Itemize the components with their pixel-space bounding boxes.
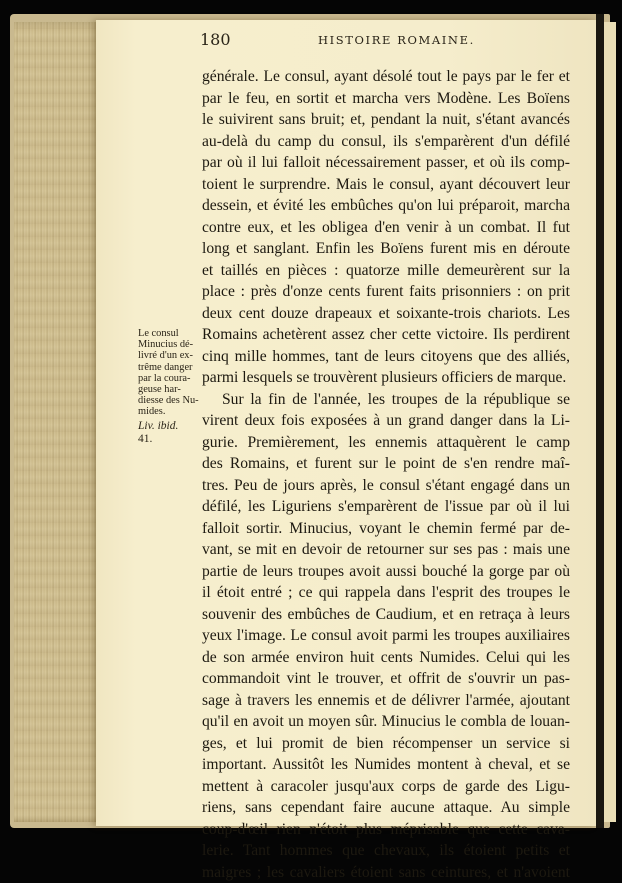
text-line: des Romains, et furent sur le point de s'en rendre maî-: [202, 453, 570, 475]
running-head: [200, 30, 580, 56]
margin-note-line: mides.: [138, 406, 208, 417]
text-line: défilé, les Liguriens s'emparèrent de l'issue par où il lui: [202, 496, 570, 518]
text-line: lerie. Tant hommes que chevaux, ils étoient petits et: [202, 840, 570, 862]
text-line: mettent à caracoler jusqu'aux corps de garde des Ligu-: [202, 776, 570, 798]
body-text: [202, 66, 570, 883]
text-line: place : près d'onze cents furent faits prisonniers : on prit: [202, 281, 570, 303]
running-title: HISTOIRE ROMAINE.: [318, 33, 475, 47]
margin-note-line: livré d'un ex-: [138, 350, 208, 361]
text-line: contre eux, et les obligea d'en venir à un combat. Il fut: [202, 217, 570, 239]
text-line: dessein, et évité les embûches qu'on lui préparoit, marcha: [202, 195, 570, 217]
text-line: tres. Peu de jours après, le consul s'étant engagé dans un: [202, 475, 570, 497]
text-line: vant, se mit en devoir de retourner sur ses pas : mais une: [202, 539, 570, 561]
text-line: parmi lesquels se trouvèrent plusieurs officiers de marque.: [202, 367, 570, 389]
text-line: cinq mille hommes, tant de leurs citoyens que des alliés,: [202, 346, 570, 368]
text-line: qu'il en avoit un moyen sûr. Minucius le combla de louan-: [202, 711, 570, 733]
text-line: le suivirent sans bruit; et, pendant la nuit, s'étant avancés: [202, 109, 570, 131]
margin-note-reference-number: 41.: [138, 433, 208, 446]
facing-page-edge: [604, 22, 616, 822]
text-line: ges, et lui promit de bien récompenser un service si: [202, 733, 570, 755]
text-line: par où il lui falloit nécessairement passer, et où ils comp-: [202, 152, 570, 174]
text-line: et taillés en pièces : quatorze mille demeurèrent sur la: [202, 260, 570, 282]
text-line: Romains achetèrent assez cher cette victoire. Ils perdirent: [202, 324, 570, 346]
margin-note: [138, 328, 208, 446]
gutter-shadow: [596, 14, 604, 828]
text-line: virent deux fois exposées à un grand danger dans la Li-: [202, 410, 570, 432]
text-line: commandoit vint le trouver, et offrit de s'ouvrir un pas-: [202, 668, 570, 690]
text-line: Sur la fin de l'année, les troupes de la république se: [202, 389, 570, 411]
text-line: coup-d'œil rien n'étoit plus méprisable que cette cava-: [202, 819, 570, 841]
page-number: 180: [200, 30, 231, 49]
margin-note-line: trême danger: [138, 362, 208, 373]
text-line: partie de leurs troupes avoit aussi bouché la gorge par où: [202, 561, 570, 583]
text-line: générale. Le consul, ayant désolé tout le pays par le fer et: [202, 66, 570, 88]
text-line: toient le surprendre. Mais le consul, ayant découvert leur: [202, 174, 570, 196]
text-line: falloit sortir. Minucius, voyant le chemin fermé par de-: [202, 518, 570, 540]
text-line: par le feu, en sortit et marcha vers Modène. Les Boïens: [202, 88, 570, 110]
text-line: souvenir des embûches de Caudium, et en retraça à leurs: [202, 604, 570, 626]
text-line: maigres ; les cavaliers étoient sans ceintures, et n'avoient: [202, 862, 570, 883]
margin-note-line: Le consul: [138, 328, 208, 339]
text-line: il étoit entré ; ce qui rappela dans l'esprit des troupes le: [202, 582, 570, 604]
text-line: sage à travers les ennemis et de délivrer l'armée, ajoutant: [202, 690, 570, 712]
text-line: yeux l'image. Le consul avoit parmi les troupes auxiliaires: [202, 625, 570, 647]
text-line: de son armée environ huit cents Numides. Celui qui les: [202, 647, 570, 669]
margin-note-line: par la coura-: [138, 373, 208, 384]
margin-note-line: Minucius dé-: [138, 339, 208, 350]
text-line: gurie. Premièrement, les ennemis attaquèrent le camp: [202, 432, 570, 454]
text-line: au-delà du camp du consul, ils s'emparèrent d'un défilé: [202, 131, 570, 153]
text-line: riens, sans cependant faire aucune attaque. Au simple: [202, 797, 570, 819]
margin-note-reference: Liv. ibid.: [138, 420, 208, 433]
margin-note-line: diesse des Nu-: [138, 395, 208, 406]
text-line: long et sanglant. Enfin les Boïens furent mis en déroute: [202, 238, 570, 260]
text-line: important. Aussitôt les Numides montent à cheval, et se: [202, 754, 570, 776]
text-line: deux cent douze drapeaux et soixante-trois chariots. Les: [202, 303, 570, 325]
margin-note-line: geuse har-: [138, 384, 208, 395]
